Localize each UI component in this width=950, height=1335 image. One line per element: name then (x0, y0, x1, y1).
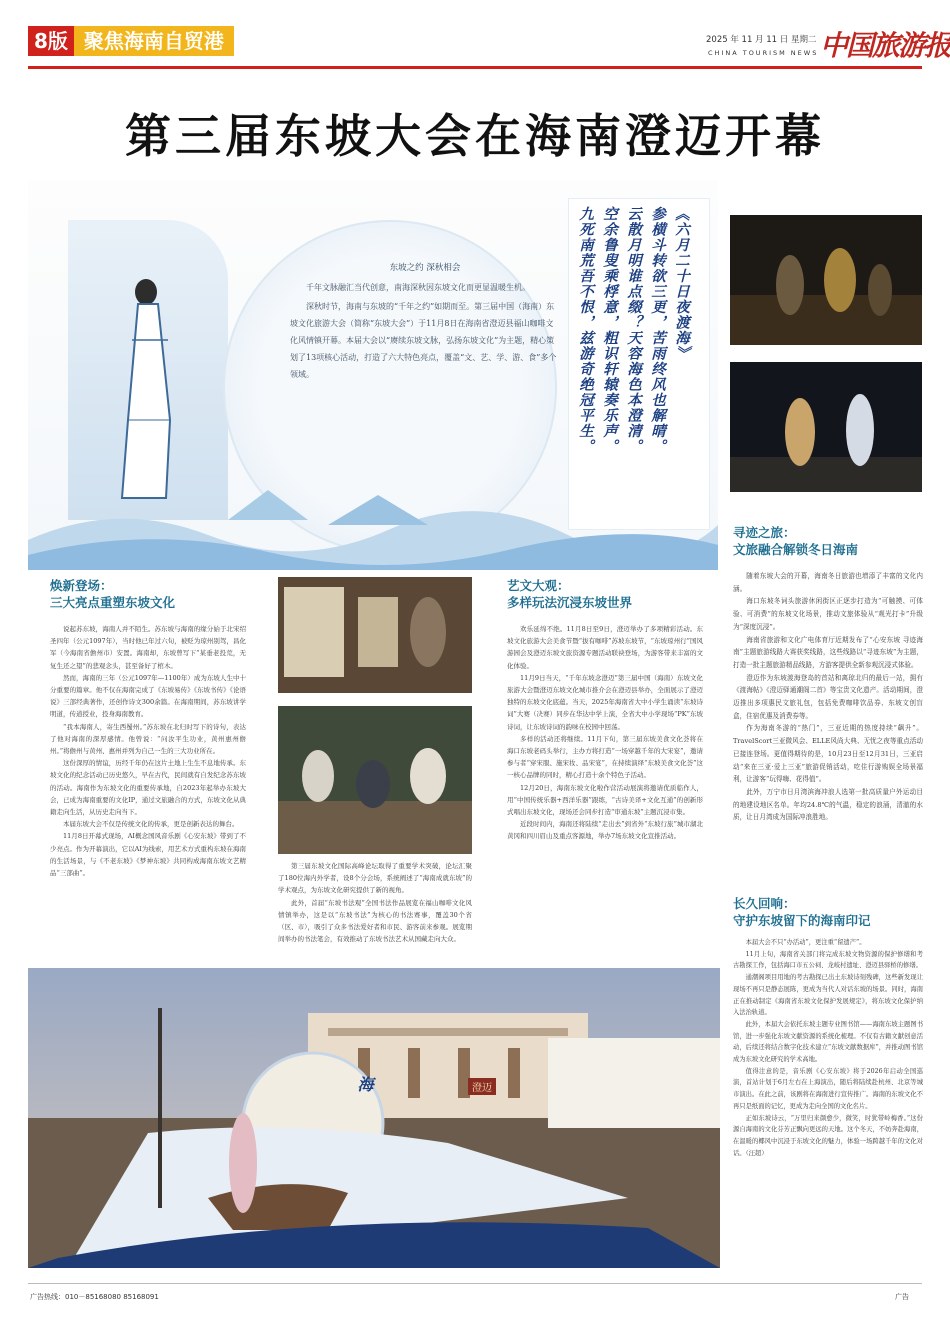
section-title: 焕新登场： (50, 578, 113, 593)
poem-line: 九死南荒吾不恨，兹游奇绝冠平生。 (577, 206, 594, 454)
section-body (733, 937, 923, 1159)
hero-paragraph: 深秋时节，海南与东坡的“千年之约”如期而至。第三届中国（海南）东坡文化旅游大会（简称“东坡大会”）于11月8日在海南省澄迈县福山咖啡文化风情镇开幕。本届大会以“赓续东坡文脉，弘扬东坡文化”为主题，精心策划了13项核心活动，打造了六大特色亮点，覆盖“文、艺、学、游、食”多个领域。 (290, 302, 557, 379)
exhibition-photo (278, 577, 472, 693)
body-paragraph: 此外，本届大会依托东坡主题专业图书馆——海南东坡主题图书馆，进一步强化东坡文献资源的系统化梳理。不仅有古籍文献创意活动，后续还将结合数字化技术建立“东坡文献数据库”，并推动图书馆成为东坡文化研究的学术高地。 (733, 1020, 923, 1064)
body-paragraph: 正如东坡诗云，“万里归来颜愈少，微笑，时犹带岭梅香。”这份源自海南的文化芬芳正飘向更远的天地。这个冬天，不妨奔赴海南，在温暖的椰风中沉浸于东坡文化的魅力，体验一场跨越千年的文化对话。（汪超） (733, 1114, 923, 1157)
poem-line: 空余鲁叟乘桴意，粗识轩辕奏乐声。 (601, 206, 618, 454)
body-paragraph: 作为海南冬游的“热门”，三亚近期的热度持续“飙升”。TravelScort三亚微风会、ELLE风尚大典、无忧之夜等重点活动已接连登场。更值得期待的是，10月23日至12月31日，三亚启动“来在三亚·爱上三亚”旅游促销活动，吃住行游购娱全场景福利，让游客“玩得嗨、花得值”。 (733, 724, 923, 784)
body-paragraph: 本届东坡大会不仅是传统文化的传承，更是创新表达的舞台。 (63, 820, 239, 829)
body-paragraph: 此外，万宁市日月湾滨海冲浪人选第一批高质量户外运动目的地建设地区名单。年均24.8℃的气温，稳定的浪涌，清澈的水质，让日月湾成为国际冲浪胜地。 (733, 787, 923, 822)
section-body (50, 623, 246, 879)
body-paragraph: 然而，海南的三年（公元1097年—1100年）成为东坡人生中十分重要的篇章。他不仅在海南完成了《东坡易传》《东坡书传》《论语说》三部经典著作，还创作诗文300余篇。在海南期间，苏东坡讲学明道，传道授业，投身海南教育。 (50, 673, 246, 719)
section-name: 聚焦海南自贸港 (74, 26, 234, 56)
body-paragraph: 多样的活动还将继续。11月下旬，第三届东坡美食文化荟将在海口东坡老码头举行，主办方将打造“一场穿越千年的大宋宴”，邀请参与者“穿宋服、施宋妆、品宋宴”，在持续演绎“东坡美食文化荟”这一核心品牌的同时，精心打造十余个特色子活动。 (507, 734, 703, 780)
section-title: 寻迹之旅： (733, 525, 796, 540)
section-subtitle: 文旅融合解锁冬日海南 (733, 542, 859, 557)
plaza-photo-art (28, 968, 720, 1268)
body-paragraph: 值得注意的是，音乐剧《心安东坡》将于2026年启动全国巡演，首站计划于6月左右在上海演出，随后将陆续赴杭州、北京等城市演出。在此之前，该剧将在海南进行宣传推广。海南的东坡文化不再只是纸面的记忆，更成为走向全国的文化名片。 (733, 1067, 923, 1110)
poem-title: 《六月二十日夜渡海》 (673, 206, 690, 361)
section-tag (28, 26, 234, 56)
hero-intro-text (290, 260, 560, 385)
stage-photo-dance-art (730, 215, 922, 345)
hero-paragraph: 千年文脉融汇当代创意，南海深秋因东坡文化而更显温暖生机。 (306, 283, 530, 292)
body-paragraph: 本届大会不只“办活动”，更注重“留遗产”。 (745, 939, 866, 946)
section-huanxin (50, 577, 246, 879)
poem-line: 参横斗转欲三更，苦雨终风也解晴。 (649, 206, 666, 454)
newspaper-logo: 中国旅游报 (820, 29, 950, 62)
section-xunji (733, 524, 923, 824)
body-paragraph: 澄迈作为东坡渡海登岛的首站和离琼北归的最后一站，拥有《渡海帖》《澄迈驿通潮阁二首》等宝贵文化遗产。活动期间，澄迈推出多项惠民文旅礼包，包括免费咖啡饮品券、东坡文创盲盒，住宿优惠及消费券等。 (733, 673, 923, 720)
issue-date: 2025 年 11 月 11 日 星期二 (706, 35, 817, 45)
body-paragraph: 欢乐延绵不绝。11月8日至9日，澄迈举办了多项精彩活动。东坡文化旅游大会美食节暨“拔有咖啡”苏坡东坡节，“东坡琼州行”国风游园会及澄迈东坡文旅资源专题活动联袂登场，为游客带来丰富的文化体验。 (507, 625, 703, 670)
section-subtitle: 守护东坡留下的海南印记 (733, 913, 871, 928)
plaza-photo (28, 968, 720, 1268)
ad-label: 广告 (895, 1293, 909, 1301)
stage-photo-dance (730, 215, 922, 345)
stage-photo-drama (730, 362, 922, 492)
body-paragraph: 11月8日开幕式现场，AI概念国风音乐剧《心安东坡》带到了不少亮点。作为开幕演出，它以AI为线索，用艺术方式重构东坡在海南的生活场景，与《不老东坡》《梦神东坡》共同构成海南东坡文艺精品“三部曲”。 (50, 832, 246, 878)
section-yiwen (507, 577, 703, 843)
body-paragraph: 通潮阁项目用地的考古勘探已出土东坡诗刻残碑，这些新发现让现场不再只是静态展陈，更成为当代人对话东坡的场景。同时，海南正在推动制定《海南省东坡文化保护发展规定》，将东坡文化保护纳入法治轨道。 (733, 974, 923, 1017)
footer-rule (28, 1283, 922, 1284)
section-title: 长久回响： (733, 896, 796, 911)
page-headline: 第三届东坡大会在海南澄迈开幕 (125, 109, 825, 163)
hero-wave-decoration (28, 480, 718, 570)
body-paragraph: 近段时间内，海南还将陆续“走出去”到省外“东坡行旅”城市湖北黄冈和四川眉山及重点客源地，举办7场东坡文化宣推活动。 (507, 820, 703, 841)
page-number: 8版 (28, 26, 74, 56)
section-title: 艺文大观： (507, 578, 570, 593)
body-paragraph: 海口东坡冬词头旅游休闲街区正逐步打造为“可触摸、可体验、可消费”的东坡文化场景，推动文旅体验从“观光打卡”升级为“深度沉浸”。 (733, 597, 923, 631)
masthead-english: CHINA TOURISM NEWS (708, 49, 819, 57)
hero-installation-image (28, 180, 718, 570)
section-forum-text (278, 860, 472, 945)
body-paragraph: 随着东坡大会的开幕，海南冬日旅游也增添了丰富的文化内涵。 (733, 572, 923, 593)
body-paragraph: 说起苏东坡，海南人并不陌生。苏东坡与海南的缘分始于北宋绍圣四年（公元1097年），当时他已年过六旬，被贬为琼州别驾，昌化军（今海南省儋州市）安置。海南却，东坡曾写下“某垂老投荒，无复生还之望”的悲观念头，甚至备好了棺木。 (50, 625, 246, 670)
section-changjiu (733, 895, 923, 1159)
body-paragraph: 12月20日，海南东坡文化啦作营活动展演将邀请优质临作人，用“中国传统乐器+西洋乐器”跟练，“古诗美译+文化互通”的创新形式唱出东坡文化，现场还会同步打造“审通东坡”主题沉浸市集。 (507, 783, 703, 817)
exhibition-photo-art (278, 577, 472, 693)
body-paragraph: 11月上旬，海南省关部门将完成东坡文物资源的保护修缮和考古勘探工作，包括海口市五公祠、龙岐村遗址、澄迈县驿桥的修缮。 (733, 950, 923, 970)
calligraphy-photo-art (278, 706, 472, 854)
calligraphy-photo (278, 706, 472, 854)
hero-title: 东坡之约 深秋相会 (389, 263, 461, 273)
section-subtitle: 三大亮点重塑东坡文化 (50, 595, 176, 610)
poem-columns (576, 206, 690, 526)
body-paragraph: “我本海南人，寄生西蜀州。”苏东坡在北归时写下的诗句，表达了他对海南的深厚感情。他曾说：“问汝平生功业，黄州惠州儋州。”将儋州与黄州、惠州并列为自己一生的三大功业所在。 (50, 722, 246, 756)
section-subtitle: 多样玩法沉浸东坡世界 (507, 595, 633, 610)
body-paragraph: 海南省旅游和文化广电体育厅近期发布了“心安东坡 寻迹海南”主题旅游线路大赛获奖线路，这些线路以“寻迹东坡”为主题，打造一批主题旅游精品线路，方游客提供全新参观沉浸式体验。 (733, 635, 923, 669)
header-rule (28, 66, 922, 69)
plaza-moon-inscription: 海 (355, 1076, 374, 1092)
body-paragraph: 第三届东坡文化国际高峰论坛取得了重要学术突破，论坛汇聚了180位海内外学者，设8个分会场，系统阐述了“海南成就东坡”的学术观点，为东坡文化研究提供了新的视角。 (278, 862, 472, 895)
ad-hotline: 广告热线：010－85168080 85168091 (30, 1293, 159, 1301)
body-paragraph: 此外，首届“东坡书法观”全国书法作品展览在福山咖啡文化风情镇举办，这是以“东坡书法”为核心的书法赛事，覆盖30个省（区、市），吸引了众多书法爱好者和市民、游客前来参观。展览期间举办的书法笔会，有效推动了东坡书法艺术从国藏走向大众。 (278, 898, 472, 944)
section-body (733, 570, 923, 824)
poem-line: 云散月明谁点缀？天容海色本澄清。 (625, 206, 642, 454)
section-body (507, 623, 703, 843)
stage-photo-drama-art (730, 362, 922, 492)
body-paragraph: 这份深厚的情谊，历经千年仍在这片土地上生生不息地传承。东坡文化的纪念活动已历史悠久，早在古代，民间就有自发纪念苏东坡的活动。海南作为东坡文化的重要传承地，自2023年起举办东坡大会，已成为海南重要的文化IP，通过文旅融合的方式，东坡文化从典籍走向生活，从历史走向当下。 (50, 759, 246, 817)
plaza-sign: 澄迈 (468, 1078, 496, 1095)
dongpo-figure-illustration (108, 270, 178, 500)
body-paragraph: 11月9日当天，“千年东坡念澄迈”第三届中国（海南）东坡文化旅游大会暨澄迈东坡文化城市推介会在澄迈县举办，全面展示了澄迈独特的东坡文化底蕴。当天，2025年海南省大中小学生诵读“东坡诗词”大赛（决赛）同步在华达中学上演，全省大中小学现场“PK”东坡诗词，让东坡诗词的韵味在校园中回荡。 (507, 673, 703, 731)
